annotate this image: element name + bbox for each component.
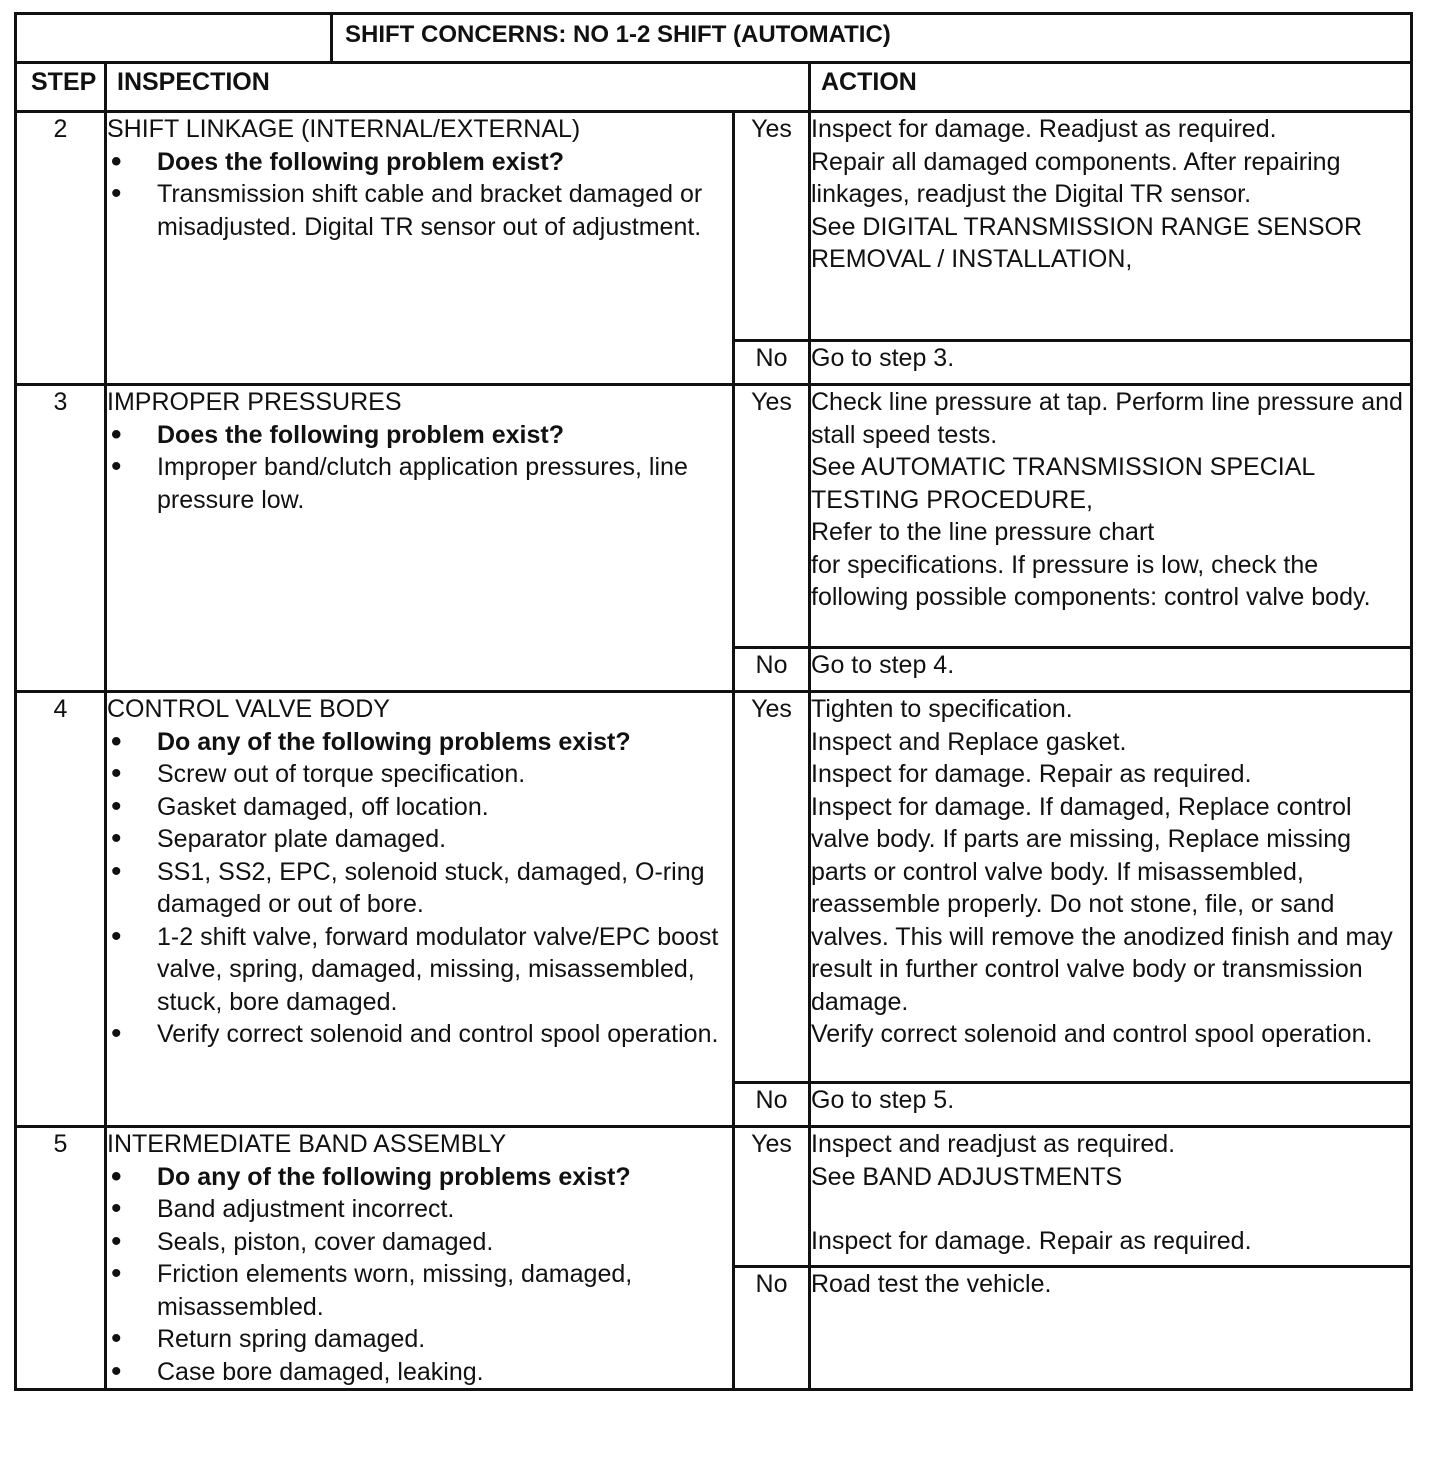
question-item: • Does the following problem exist? [107,419,732,452]
list-item: • 1-2 shift valve, forward modulator valve/EPC boost valve, spring, damaged, missing, misassembled, stuck, bore damaged. [107,921,732,1019]
action-line: Check line pressure at tap. Perform line pressure and stall speed tests. [811,388,1403,449]
inspection-heading: CONTROL VALVE BODY [107,695,390,723]
action-line: Inspect for damage. Readjust as required. [811,115,1277,143]
table-row [16,1127,1412,1267]
bullet-list [107,419,732,517]
action-line: Inspect for damage. If damaged, Replace control valve body. If parts are missing, Replace missing parts or control valve body. If misassembled, reassemble properly. Do not stone, file, or sand valves. This will remove the anodized finish and may result in further control valve body or transmission damage. [811,792,1393,1016]
inspection-header-cell [106,63,810,112]
list-item: • Verify correct solenoid and control spool operation. [107,1018,732,1051]
question-item: • Do any of the following problems exist? [107,1161,732,1194]
yes-label: Yes [734,112,810,341]
list-item: • Separator plate damaged. [107,823,732,856]
table-row [16,692,1412,1083]
yes-action-cell [810,112,1412,341]
action-line: Repair all damaged components. After repairing linkages, readjust the Digital TR sensor. [811,147,1341,208]
action-header-cell [810,63,1412,112]
yes-action-cell [810,385,1412,648]
yes-label: Yes [734,385,810,648]
diagnostic-table-container [14,12,1410,1391]
action-header: ACTION [821,68,917,96]
title-row [16,14,1412,63]
bullet-list [107,1161,732,1389]
list-item: • SS1, SS2, EPC, solenoid stuck, damaged, O-ring damaged or out of bore. [107,856,732,921]
step-number: 3 [16,385,106,692]
step-number: 2 [16,112,106,385]
step-header: STEP [31,68,97,96]
list-item: • Gasket damaged, off location. [107,791,732,824]
list-item: • Improper band/clutch application pressures, line pressure low. [107,451,732,516]
action-line: Tighten to specification. [811,695,1073,723]
header-row [16,63,1412,112]
step-header-cell [16,63,106,112]
action-spacer [811,1193,1410,1225]
list-item: • Screw out of torque specification. [107,758,732,791]
inspection-cell [106,1127,734,1390]
no-action: Road test the vehicle. [810,1266,1412,1389]
list-item: • Transmission shift cable and bracket damaged or misadjusted. Digital TR sensor out of adjustment. [107,178,732,243]
yes-action-cell [810,1127,1412,1267]
list-item: • Seals, piston, cover damaged. [107,1226,732,1259]
title-cell [332,14,1412,63]
question-item: • Does the following problem exist? [107,146,732,179]
list-item: • Return spring damaged. [107,1323,732,1356]
action-line: See AUTOMATIC TRANSMISSION SPECIAL TESTING PROCEDURE, [811,453,1315,514]
list-item: • Case bore damaged, leaking. [107,1356,732,1389]
action-line: Inspect and Replace gasket. [811,727,1127,756]
title-blank-cell [16,14,332,63]
yes-label: Yes [734,1127,810,1267]
yes-label: Yes [734,692,810,1083]
no-label: No [734,341,810,385]
no-label: No [734,1266,810,1389]
table-title: SHIFT CONCERNS: NO 1-2 SHIFT (AUTOMATIC) [345,21,891,48]
diagnostic-table [14,12,1413,1391]
action-line: Inspect and readjust as required. [811,1130,1176,1158]
list-item: • Friction elements worn, missing, damaged, misassembled. [107,1258,732,1323]
action-line: See DIGITAL TRANSMISSION RANGE SENSOR REMOVAL / INSTALLATION, [811,212,1363,273]
inspection-cell [106,385,734,692]
step-number: 5 [16,1127,106,1390]
no-action: Go to step 5. [810,1083,1412,1127]
action-line: See BAND ADJUSTMENTS [811,1162,1123,1191]
inspection-heading: IMPROPER PRESSURES [107,388,402,416]
step-number: 4 [16,692,106,1127]
action-line: Verify correct solenoid and control spool operation. [811,1020,1373,1048]
action-line: Refer to the line pressure chart [811,518,1155,546]
no-action: Go to step 4. [810,648,1412,692]
inspection-header: INSPECTION [117,68,270,96]
action-line: Inspect for damage. Repair as required. [811,1227,1252,1255]
inspection-heading: SHIFT LINKAGE (INTERNAL/EXTERNAL) [107,115,581,143]
no-action: Go to step 3. [810,341,1412,385]
table-row [16,112,1412,341]
bullet-list [107,726,732,1051]
inspection-heading: INTERMEDIATE BAND ASSEMBLY [107,1130,507,1158]
action-line: for specifications. If pressure is low, check the following possible components: control valve body. [811,550,1371,611]
question-item: • Do any of the following problems exist? [107,726,732,759]
inspection-cell [106,112,734,385]
yes-action-cell [810,692,1412,1083]
no-label: No [734,1083,810,1127]
bullet-list [107,146,732,244]
no-label: No [734,648,810,692]
table-row [16,385,1412,648]
action-line: Inspect for damage. Repair as required. [811,760,1252,788]
list-item: • Band adjustment incorrect. [107,1193,732,1226]
inspection-cell [106,692,734,1127]
